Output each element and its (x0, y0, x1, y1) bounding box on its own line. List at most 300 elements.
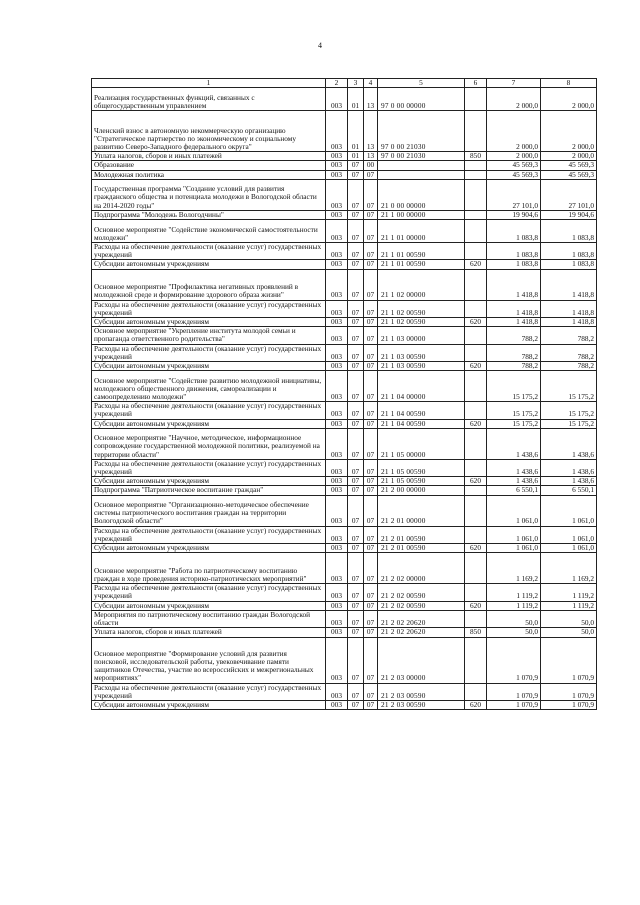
row-ved-cell: 003 (326, 220, 348, 243)
row-rz-cell: 07 (348, 700, 364, 709)
row-rz-cell: 07 (348, 220, 364, 243)
row-vr-cell (465, 610, 487, 627)
header-cell: 3 (348, 79, 364, 88)
table-row (92, 601, 597, 610)
row-vr-cell (465, 179, 487, 210)
row-rz-cell: 07 (348, 544, 364, 553)
row-name-cell: Субсидии автономным учреждениям (92, 544, 326, 553)
row-name-cell: Субсидии автономным учреждениям (92, 477, 326, 486)
row-pr-cell: 13 (364, 152, 378, 161)
table-row (92, 402, 597, 419)
table-row (92, 260, 597, 269)
row-amount-1-cell: 2 000,0 (487, 88, 541, 111)
row-csr-cell: 21 2 02 20620 (378, 628, 465, 637)
row-amount-2-cell: 1 169,2 (541, 553, 597, 584)
row-vr-cell: 620 (465, 700, 487, 709)
row-amount-2-cell: 15 175,2 (541, 419, 597, 428)
table-row (92, 300, 597, 317)
row-vr-cell: 620 (465, 544, 487, 553)
row-name-cell: Субсидии автономным учреждениям (92, 601, 326, 610)
row-csr-cell: 21 1 02 00590 (378, 318, 465, 327)
row-vr-cell (465, 210, 487, 219)
row-pr-cell: 07 (364, 210, 378, 219)
row-vr-cell (465, 402, 487, 419)
row-ved-cell: 003 (326, 495, 348, 526)
row-csr-cell: 21 1 05 00590 (378, 459, 465, 476)
row-csr-cell: 21 1 02 00590 (378, 300, 465, 317)
row-name-cell: Расходы на обеспечение деятельности (оказание услуг) государственных учреждений (92, 526, 326, 543)
row-name-cell: Субсидии автономным учреждениям (92, 362, 326, 371)
row-amount-1-cell: 1 418,8 (487, 300, 541, 317)
row-vr-cell (465, 300, 487, 317)
row-amount-2-cell: 1 070,9 (541, 637, 597, 683)
row-pr-cell: 07 (364, 495, 378, 526)
row-name-cell: Расходы на обеспечение деятельности (оказание услуг) государственных учреждений (92, 300, 326, 317)
row-vr-cell (465, 637, 487, 683)
row-amount-2-cell: 50,0 (541, 610, 597, 627)
table-row (92, 486, 597, 495)
row-csr-cell: 21 1 00 00000 (378, 210, 465, 219)
row-amount-1-cell: 788,2 (487, 362, 541, 371)
row-csr-cell: 21 2 02 00000 (378, 553, 465, 584)
row-rz-cell: 01 (348, 88, 364, 111)
table-row (92, 477, 597, 486)
row-pr-cell: 07 (364, 269, 378, 300)
row-rz-cell: 07 (348, 371, 364, 402)
row-name-cell: Расходы на обеспечение деятельности (оказание услуг) государственных учреждений (92, 402, 326, 419)
row-name-cell: Мероприятия по патриотическому воспитанию граждан Вологодской области (92, 610, 326, 627)
row-amount-2-cell: 1 061,0 (541, 544, 597, 553)
row-ved-cell: 003 (326, 260, 348, 269)
row-amount-1-cell: 1 119,2 (487, 601, 541, 610)
table-row (92, 318, 597, 327)
row-csr-cell: 21 1 01 00000 (378, 220, 465, 243)
row-rz-cell: 07 (348, 628, 364, 637)
row-amount-1-cell: 1 418,8 (487, 318, 541, 327)
table-row (92, 544, 597, 553)
row-rz-cell: 07 (348, 260, 364, 269)
row-amount-1-cell: 1 061,0 (487, 495, 541, 526)
row-name-cell: Расходы на обеспечение деятельности (оказание услуг) государственных учреждений (92, 459, 326, 476)
row-amount-2-cell: 1 418,8 (541, 318, 597, 327)
row-name-cell: Основное мероприятие "Профилактика негативных проявлений в молодежной среде и формирование здорового образа жизни" (92, 269, 326, 300)
row-ved-cell: 003 (326, 300, 348, 317)
row-pr-cell: 07 (364, 419, 378, 428)
budget-table (91, 78, 597, 710)
row-pr-cell: 07 (364, 477, 378, 486)
row-ved-cell: 003 (326, 637, 348, 683)
row-name-cell: Членский взнос в автономную некоммерческую организацию "Стратегическое партнерство по экономическому и социальному развитию Северо-Западного федерального округа" (92, 111, 326, 152)
row-rz-cell: 07 (348, 637, 364, 683)
row-ved-cell: 003 (326, 628, 348, 637)
row-amount-1-cell: 1 061,0 (487, 526, 541, 543)
row-pr-cell: 07 (364, 628, 378, 637)
row-csr-cell: 21 1 01 00590 (378, 260, 465, 269)
row-vr-cell (465, 170, 487, 179)
row-rz-cell: 07 (348, 610, 364, 627)
table-row (92, 459, 597, 476)
row-csr-cell: 21 2 02 00590 (378, 584, 465, 601)
row-vr-cell (465, 327, 487, 344)
row-pr-cell: 07 (364, 526, 378, 543)
row-amount-1-cell: 1 083,8 (487, 260, 541, 269)
row-csr-cell: 21 1 04 00590 (378, 402, 465, 419)
row-ved-cell: 003 (326, 700, 348, 709)
row-vr-cell: 850 (465, 628, 487, 637)
row-pr-cell: 07 (364, 260, 378, 269)
row-ved-cell: 003 (326, 318, 348, 327)
row-pr-cell: 07 (364, 683, 378, 700)
row-ved-cell: 003 (326, 544, 348, 553)
row-amount-2-cell: 1 083,8 (541, 220, 597, 243)
row-rz-cell: 07 (348, 344, 364, 361)
table-row (92, 161, 597, 170)
row-rz-cell: 07 (348, 402, 364, 419)
row-rz-cell: 07 (348, 553, 364, 584)
row-amount-1-cell: 1 169,2 (487, 553, 541, 584)
row-amount-2-cell: 1 070,9 (541, 700, 597, 709)
row-csr-cell: 97 0 00 21030 (378, 111, 465, 152)
row-amount-1-cell: 1 438,6 (487, 428, 541, 459)
table-row (92, 170, 597, 179)
row-amount-1-cell: 1 438,6 (487, 477, 541, 486)
row-amount-1-cell: 788,2 (487, 327, 541, 344)
row-name-cell: Расходы на обеспечение деятельности (оказание услуг) государственных учреждений (92, 243, 326, 260)
row-pr-cell: 07 (364, 601, 378, 610)
row-amount-1-cell: 2 000,0 (487, 111, 541, 152)
row-rz-cell: 07 (348, 161, 364, 170)
row-vr-cell (465, 584, 487, 601)
row-pr-cell: 07 (364, 402, 378, 419)
row-amount-2-cell: 1 061,0 (541, 526, 597, 543)
row-amount-2-cell: 27 101,0 (541, 179, 597, 210)
table-row (92, 243, 597, 260)
header-cell: 5 (378, 79, 465, 88)
row-amount-2-cell: 1 083,8 (541, 243, 597, 260)
row-ved-cell: 003 (326, 179, 348, 210)
row-name-cell: Основное мероприятие "Работа по патриотическому воспитанию граждан в ходе проведения историко-патриотических мероприятий" (92, 553, 326, 584)
row-pr-cell: 07 (364, 486, 378, 495)
row-csr-cell: 21 1 02 00000 (378, 269, 465, 300)
row-ved-cell: 003 (326, 486, 348, 495)
row-amount-2-cell: 1 119,2 (541, 584, 597, 601)
row-vr-cell: 620 (465, 362, 487, 371)
row-ved-cell: 003 (326, 477, 348, 486)
row-csr-cell: 21 2 01 00590 (378, 544, 465, 553)
row-vr-cell: 620 (465, 477, 487, 486)
row-ved-cell: 003 (326, 210, 348, 219)
row-csr-cell: 21 2 03 00000 (378, 637, 465, 683)
row-ved-cell: 003 (326, 683, 348, 700)
row-ved-cell: 003 (326, 553, 348, 584)
row-csr-cell: 21 1 01 00590 (378, 243, 465, 260)
row-ved-cell: 003 (326, 111, 348, 152)
row-rz-cell: 07 (348, 170, 364, 179)
row-csr-cell: 21 2 00 00000 (378, 486, 465, 495)
row-vr-cell (465, 526, 487, 543)
row-rz-cell: 07 (348, 318, 364, 327)
row-pr-cell: 07 (364, 362, 378, 371)
row-rz-cell: 01 (348, 152, 364, 161)
row-rz-cell: 07 (348, 327, 364, 344)
row-rz-cell: 07 (348, 477, 364, 486)
row-vr-cell (465, 486, 487, 495)
table-row (92, 683, 597, 700)
table-row (92, 111, 597, 152)
row-csr-cell: 21 0 00 00000 (378, 179, 465, 210)
table-row (92, 371, 597, 402)
table-row (92, 428, 597, 459)
row-vr-cell: 850 (465, 152, 487, 161)
row-ved-cell: 003 (326, 243, 348, 260)
row-name-cell: Расходы на обеспечение деятельности (оказание услуг) государственных учреждений (92, 584, 326, 601)
row-csr-cell: 21 1 03 00000 (378, 327, 465, 344)
row-name-cell: Основное мероприятие "Содействие экономической самостоятельности молодежи" (92, 220, 326, 243)
table-row (92, 637, 597, 683)
row-amount-1-cell: 6 550,1 (487, 486, 541, 495)
row-name-cell: Субсидии автономным учреждениям (92, 419, 326, 428)
row-amount-1-cell: 45 569,3 (487, 161, 541, 170)
row-name-cell: Основное мероприятие "Формирование условий для развития поисковой, исследовательской работы, увековечивание памяти защитников Отечества, участие во всероссийских и межрегиональных мероприятиях" (92, 637, 326, 683)
row-csr-cell: 21 2 02 20620 (378, 610, 465, 627)
row-amount-1-cell: 50,0 (487, 628, 541, 637)
row-rz-cell: 07 (348, 428, 364, 459)
row-pr-cell: 07 (364, 553, 378, 584)
table-row (92, 419, 597, 428)
table-row (92, 700, 597, 709)
row-amount-2-cell: 788,2 (541, 362, 597, 371)
row-amount-2-cell: 1 070,9 (541, 683, 597, 700)
row-name-cell: Уплата налогов, сборов и иных платежей (92, 628, 326, 637)
table-row (92, 269, 597, 300)
row-csr-cell: 21 1 04 00590 (378, 419, 465, 428)
table-row (92, 362, 597, 371)
table-row (92, 584, 597, 601)
row-amount-1-cell: 1 438,6 (487, 459, 541, 476)
header-cell: 8 (541, 79, 597, 88)
row-ved-cell: 003 (326, 610, 348, 627)
row-vr-cell: 620 (465, 260, 487, 269)
row-pr-cell: 07 (364, 327, 378, 344)
row-amount-1-cell: 1 070,9 (487, 700, 541, 709)
row-ved-cell: 003 (326, 526, 348, 543)
row-csr-cell: 21 1 03 00590 (378, 362, 465, 371)
row-amount-1-cell: 1 083,8 (487, 220, 541, 243)
row-name-cell: Расходы на обеспечение деятельности (оказание услуг) государственных учреждений (92, 683, 326, 700)
table-row (92, 344, 597, 361)
row-amount-2-cell: 1 438,6 (541, 428, 597, 459)
row-vr-cell (465, 111, 487, 152)
row-csr-cell: 21 2 03 00590 (378, 700, 465, 709)
row-ved-cell: 003 (326, 584, 348, 601)
row-csr-cell: 21 1 05 00000 (378, 428, 465, 459)
row-ved-cell: 003 (326, 88, 348, 111)
row-rz-cell: 07 (348, 269, 364, 300)
table-body (92, 88, 597, 710)
table-row (92, 553, 597, 584)
row-ved-cell: 003 (326, 371, 348, 402)
row-amount-1-cell: 15 175,2 (487, 371, 541, 402)
row-pr-cell: 07 (364, 318, 378, 327)
row-amount-2-cell: 15 175,2 (541, 371, 597, 402)
row-ved-cell: 003 (326, 459, 348, 476)
row-rz-cell: 01 (348, 111, 364, 152)
row-csr-cell: 21 1 05 00590 (378, 477, 465, 486)
table-row (92, 526, 597, 543)
table-row (92, 179, 597, 210)
row-name-cell: Основное мероприятие "Научное, методическое, информационное сопровождение государственной молодежной политики, реализуемой на территории области" (92, 428, 326, 459)
row-vr-cell (465, 495, 487, 526)
row-vr-cell (465, 88, 487, 111)
row-amount-2-cell: 2 000,0 (541, 152, 597, 161)
row-ved-cell: 003 (326, 344, 348, 361)
row-vr-cell (465, 344, 487, 361)
row-amount-2-cell: 2 000,0 (541, 111, 597, 152)
row-amount-1-cell: 1 083,8 (487, 243, 541, 260)
row-amount-2-cell: 50,0 (541, 628, 597, 637)
row-ved-cell: 003 (326, 152, 348, 161)
row-name-cell: Образование (92, 161, 326, 170)
row-ved-cell: 003 (326, 362, 348, 371)
row-rz-cell: 07 (348, 300, 364, 317)
row-ved-cell: 003 (326, 428, 348, 459)
row-rz-cell: 07 (348, 419, 364, 428)
row-amount-2-cell: 45 569,3 (541, 161, 597, 170)
row-amount-2-cell: 1 083,8 (541, 260, 597, 269)
row-name-cell: Подпрограмма "Патриотическое воспитание граждан" (92, 486, 326, 495)
row-csr-cell (378, 170, 465, 179)
row-vr-cell (465, 161, 487, 170)
row-rz-cell: 07 (348, 601, 364, 610)
row-ved-cell: 003 (326, 269, 348, 300)
row-amount-2-cell: 1 418,8 (541, 300, 597, 317)
row-vr-cell: 620 (465, 601, 487, 610)
row-amount-1-cell: 2 000,0 (487, 152, 541, 161)
row-name-cell: Реализация государственных функций, связанных с общегосударственным управлением (92, 88, 326, 111)
row-amount-1-cell: 1 119,2 (487, 584, 541, 601)
row-pr-cell: 07 (364, 243, 378, 260)
row-name-cell: Субсидии автономным учреждениям (92, 318, 326, 327)
row-csr-cell: 21 2 01 00590 (378, 526, 465, 543)
page-number: 4 (318, 41, 322, 50)
row-pr-cell: 07 (364, 179, 378, 210)
row-pr-cell: 07 (364, 220, 378, 243)
row-amount-2-cell: 15 175,2 (541, 402, 597, 419)
row-vr-cell (465, 371, 487, 402)
row-vr-cell (465, 428, 487, 459)
row-vr-cell (465, 553, 487, 584)
row-ved-cell: 003 (326, 601, 348, 610)
row-vr-cell (465, 683, 487, 700)
table-header-row (92, 79, 597, 88)
row-vr-cell: 620 (465, 318, 487, 327)
row-rz-cell: 07 (348, 495, 364, 526)
row-vr-cell: 620 (465, 419, 487, 428)
row-name-cell: Расходы на обеспечение деятельности (оказание услуг) государственных учреждений (92, 344, 326, 361)
table-row (92, 210, 597, 219)
row-pr-cell: 00 (364, 161, 378, 170)
row-pr-cell: 07 (364, 610, 378, 627)
table-row (92, 610, 597, 627)
row-amount-1-cell: 1 070,9 (487, 637, 541, 683)
row-amount-1-cell: 27 101,0 (487, 179, 541, 210)
row-amount-1-cell: 50,0 (487, 610, 541, 627)
row-csr-cell: 21 2 02 00590 (378, 601, 465, 610)
table-row (92, 327, 597, 344)
row-pr-cell: 07 (364, 170, 378, 179)
row-amount-1-cell: 1 061,0 (487, 544, 541, 553)
table-row (92, 220, 597, 243)
row-amount-1-cell: 15 175,2 (487, 419, 541, 428)
row-amount-2-cell: 2 000,0 (541, 88, 597, 111)
row-csr-cell: 21 1 04 00000 (378, 371, 465, 402)
row-amount-1-cell: 45 569,3 (487, 170, 541, 179)
table-row (92, 88, 597, 111)
row-name-cell: Субсидии автономным учреждениям (92, 260, 326, 269)
row-amount-2-cell: 1 438,6 (541, 459, 597, 476)
row-vr-cell (465, 220, 487, 243)
row-ved-cell: 003 (326, 161, 348, 170)
row-vr-cell (465, 243, 487, 260)
row-amount-2-cell: 1 119,2 (541, 601, 597, 610)
header-cell: 7 (487, 79, 541, 88)
row-pr-cell: 13 (364, 111, 378, 152)
row-amount-2-cell: 1 438,6 (541, 477, 597, 486)
table-row (92, 495, 597, 526)
row-csr-cell: 97 0 00 21030 (378, 152, 465, 161)
row-amount-2-cell: 788,2 (541, 327, 597, 344)
row-name-cell: Молодежная политика (92, 170, 326, 179)
header-cell: 1 (92, 79, 326, 88)
row-amount-1-cell: 1 418,8 (487, 269, 541, 300)
row-rz-cell: 07 (348, 210, 364, 219)
row-rz-cell: 07 (348, 683, 364, 700)
header-cell: 4 (364, 79, 378, 88)
row-vr-cell (465, 459, 487, 476)
row-amount-2-cell: 19 904,6 (541, 210, 597, 219)
row-rz-cell: 07 (348, 362, 364, 371)
row-name-cell: Субсидии автономным учреждениям (92, 700, 326, 709)
row-amount-2-cell: 788,2 (541, 344, 597, 361)
header-cell: 6 (465, 79, 487, 88)
row-pr-cell: 07 (364, 344, 378, 361)
row-vr-cell (465, 269, 487, 300)
row-ved-cell: 003 (326, 402, 348, 419)
row-pr-cell: 07 (364, 584, 378, 601)
row-amount-2-cell: 1 418,8 (541, 269, 597, 300)
row-pr-cell: 07 (364, 544, 378, 553)
row-rz-cell: 07 (348, 526, 364, 543)
header-cell: 2 (326, 79, 348, 88)
row-amount-2-cell: 1 061,0 (541, 495, 597, 526)
row-amount-1-cell: 19 904,6 (487, 210, 541, 219)
row-pr-cell: 13 (364, 88, 378, 111)
row-pr-cell: 07 (364, 300, 378, 317)
row-pr-cell: 07 (364, 371, 378, 402)
row-rz-cell: 07 (348, 459, 364, 476)
table-row (92, 628, 597, 637)
row-rz-cell: 07 (348, 243, 364, 260)
row-amount-2-cell: 6 550,1 (541, 486, 597, 495)
row-amount-2-cell: 45 569,3 (541, 170, 597, 179)
row-csr-cell: 21 1 03 00590 (378, 344, 465, 361)
row-amount-1-cell: 15 175,2 (487, 402, 541, 419)
row-rz-cell: 07 (348, 584, 364, 601)
row-ved-cell: 003 (326, 170, 348, 179)
row-pr-cell: 07 (364, 459, 378, 476)
row-name-cell: Основное мероприятие "Содействие развитию молодежной инициативы, молодежного общественного движения, самореализации и самоопределению молодежи" (92, 371, 326, 402)
row-name-cell: Основное мероприятие "Организационно-методическое обеспечение системы патриотического воспитания граждан на территории Вологодской области" (92, 495, 326, 526)
